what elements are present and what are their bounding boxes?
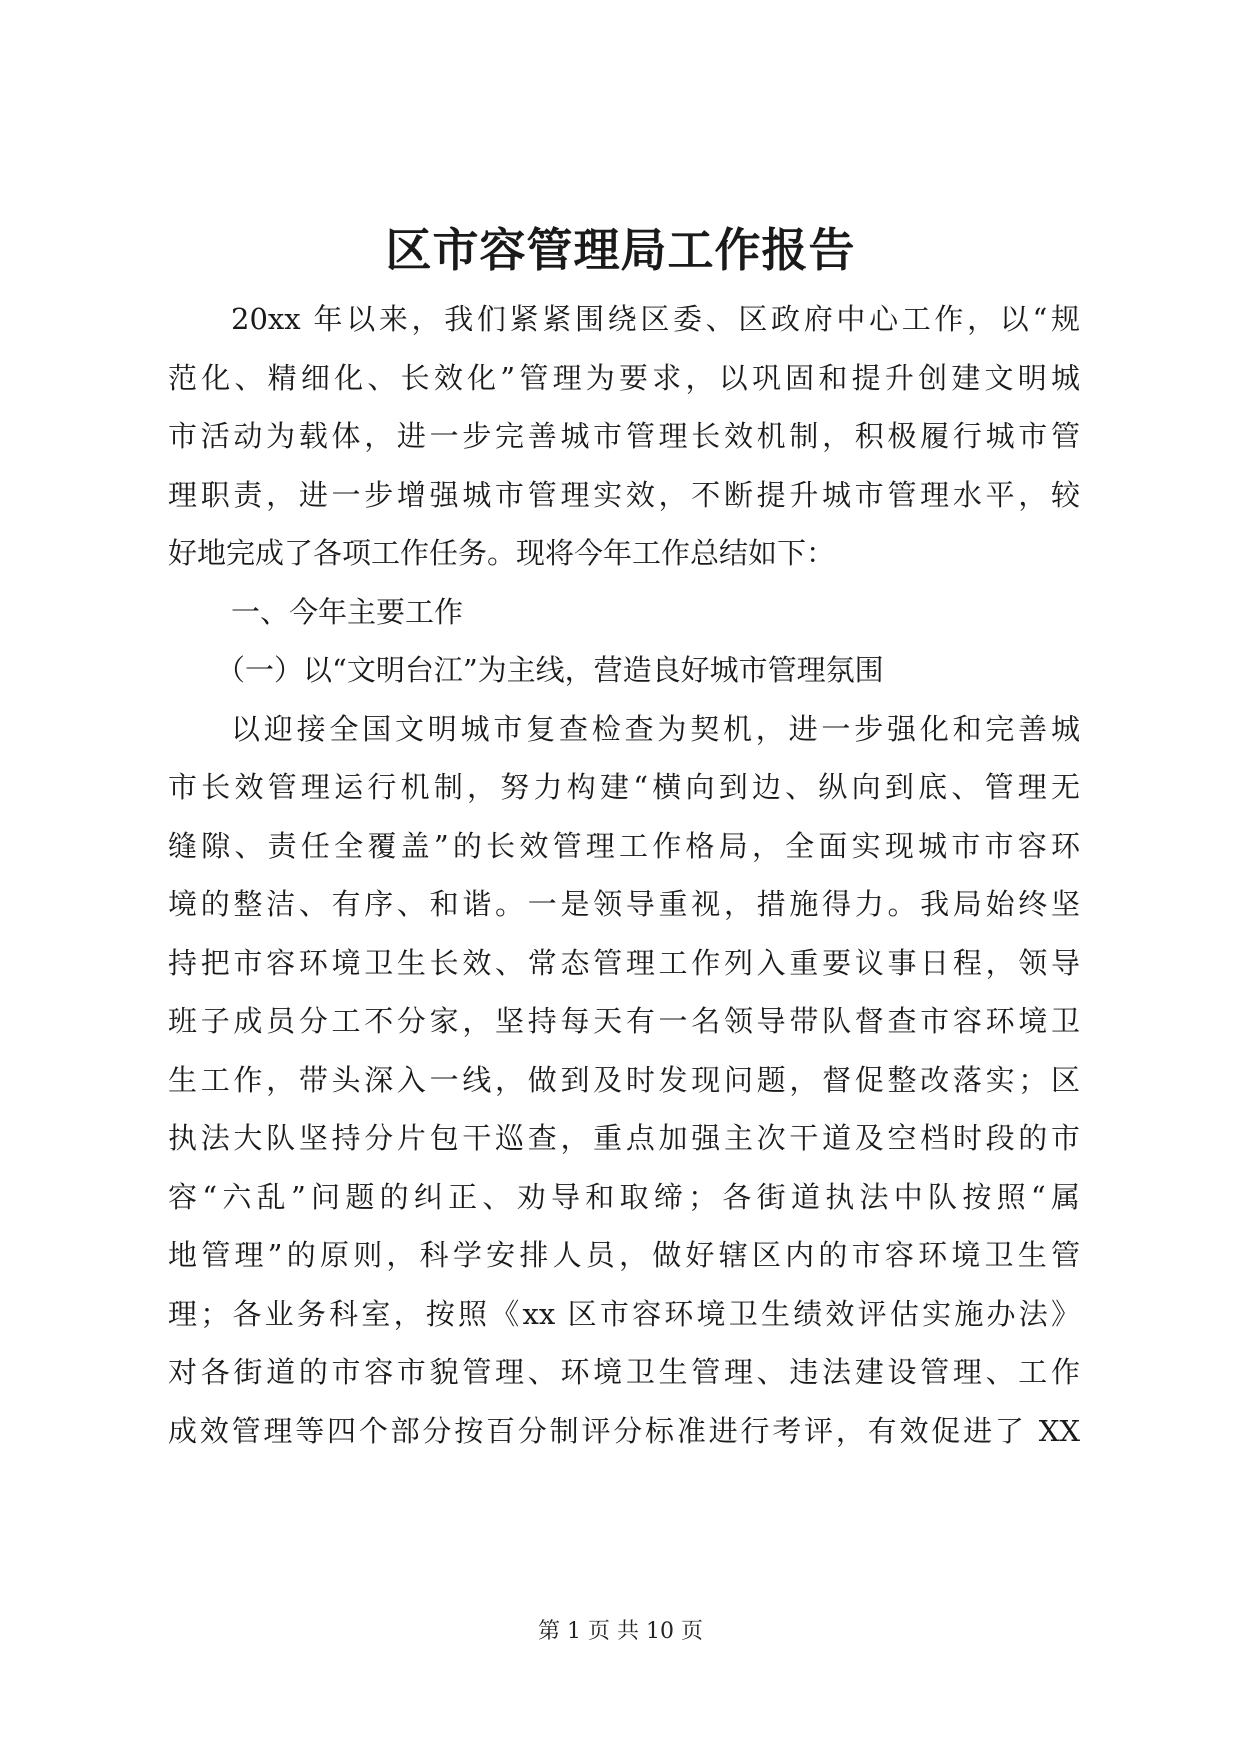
paragraph-line: 成效管理等四个部分按百分制评分标准进行考评，有效促进了 XX xyxy=(168,1413,1080,1448)
paragraph-line: 理职责，进一步增强城市管理实效，不断提升城市管理水平，较 xyxy=(168,477,1080,512)
paragraph-line: 持把市容环境卫生长效、常态管理工作列入重要议事日程，领导 xyxy=(168,945,1080,980)
paragraph-line: 对各街道的市容市貌管理、环境卫生管理、违法建设管理、工作 xyxy=(168,1355,1080,1389)
paragraph-line: 理；各业务科室，按照《xx 区市容环境卫生绩效评估实施办法》 xyxy=(168,1296,1080,1331)
document-body xyxy=(168,290,1080,1460)
document-title: 区市容管理局工作报告 xyxy=(385,223,856,277)
section-heading: 一、今年主要工作 xyxy=(231,594,464,629)
paragraph-line: 执法大队坚持分片包干巡查，重点加强主次干道及空档时段的市 xyxy=(168,1121,1080,1155)
paragraph-line: 好地完成了各项工作任务。现将今年工作总结如下： xyxy=(168,536,836,570)
paragraph-line: 缝隙、责任全覆盖”的长效管理工作格局，全面实现城市市容环 xyxy=(168,828,1080,863)
paragraph-line: 以迎接全国文明城市复查检查为契机，进一步强化和完善城 xyxy=(231,711,1080,746)
paragraph-line: 20xx 年以来，我们紧紧围绕区委、区政府中心工作，以“规 xyxy=(231,302,1080,336)
paragraph-line: 生工作，带头深入一线，做到及时发现问题，督促整改落实；区 xyxy=(168,1062,1080,1097)
paragraph-line: 范化、精细化、长效化”管理为要求，以巩固和提升创建文明城 xyxy=(168,360,1080,395)
paragraph-line: 市长效管理运行机制，努力构建“横向到边、纵向到底、管理无 xyxy=(168,770,1080,804)
page-footer: 第 1 页 共 10 页 xyxy=(538,1619,703,1644)
paragraph-line: 市活动为载体，进一步完善城市管理长效机制，积极履行城市管 xyxy=(168,419,1080,453)
paragraph-line: 境的整洁、有序、和谐。一是领导重视，措施得力。我局始终坚 xyxy=(168,887,1080,921)
subsection-heading: （一）以“文明台江”为主线，营造良好城市管理氛围 xyxy=(216,653,884,687)
paragraph-line: 地管理”的原则，科学安排人员，做好辖区内的市容环境卫生管 xyxy=(168,1238,1080,1272)
paragraph-line: 班子成员分工不分家，坚持每天有一名领导带队督查市容环境卫 xyxy=(168,1004,1080,1038)
paragraph-line: 容“六乱”问题的纠正、劝导和取缔；各街道执法中队按照“属 xyxy=(168,1179,1080,1214)
